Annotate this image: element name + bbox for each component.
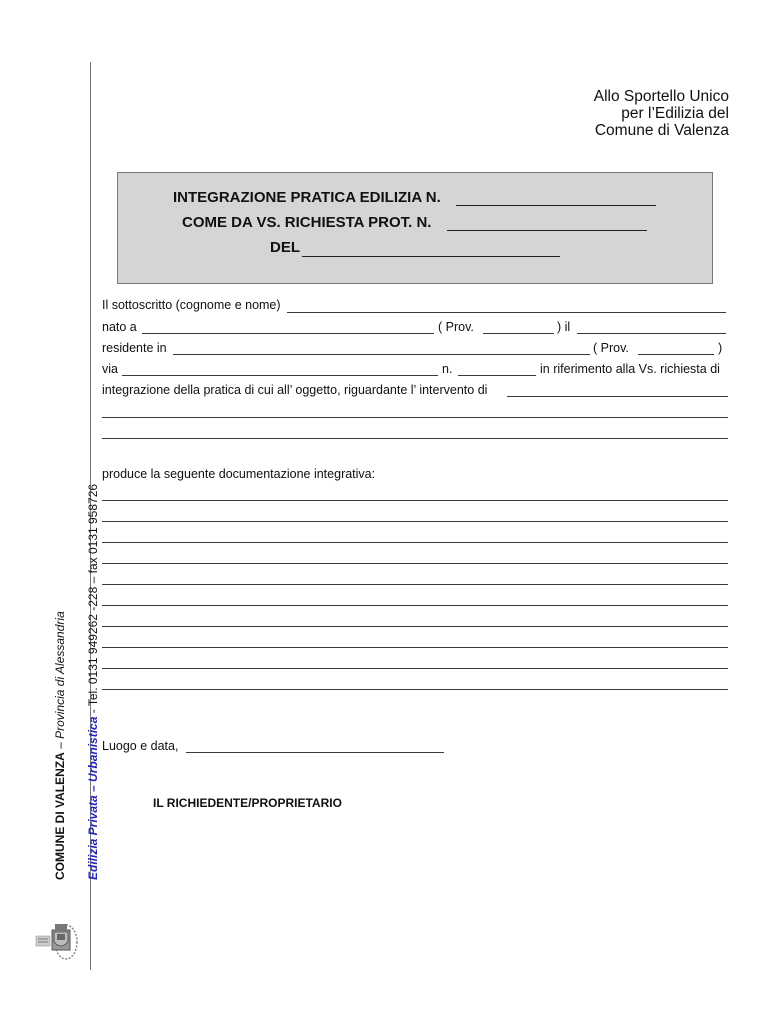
documentation-line-9[interactable] — [102, 668, 728, 669]
documentation-line-1[interactable] — [102, 500, 728, 501]
birthdate-field[interactable] — [577, 333, 726, 334]
province-name: Provincia di Alessandria — [53, 611, 67, 739]
applicant-name-field[interactable] — [287, 312, 726, 313]
street-number-label: n. — [442, 362, 453, 376]
residence-label: residente in — [102, 341, 167, 355]
recipient-line-3: Comune di Valenza — [594, 122, 729, 139]
place-date-label: Luogo e data, — [102, 739, 179, 753]
birth-province-field[interactable] — [483, 333, 554, 334]
birthplace-label: nato a — [102, 320, 137, 334]
recipient-line-1: Allo Sportello Unico — [593, 88, 729, 105]
street-label: via — [102, 362, 118, 376]
intervention-label: integrazione della pratica di cui all’ oggetto, riguardante l’ intervento di — [102, 383, 488, 397]
residence-province-field[interactable] — [638, 354, 714, 355]
birth-province-label: ( Prov. — [438, 320, 474, 334]
letterhead-dash: – — [53, 738, 67, 753]
date-label: DEL — [270, 239, 300, 256]
department-name: Edilizia Privata – Urbanistica — [86, 716, 100, 880]
documentation-line-6[interactable] — [102, 605, 728, 606]
practice-number-field[interactable] — [456, 205, 656, 206]
residence-province-label: ( Prov. — [593, 341, 629, 355]
protocol-number-label: COME DA VS. RICHIESTA PROT. N. — [182, 214, 432, 231]
documentation-line-3[interactable] — [102, 542, 728, 543]
place-date-field[interactable] — [186, 752, 444, 753]
intervention-field-line-3[interactable] — [102, 438, 728, 439]
documentation-line-7[interactable] — [102, 626, 728, 627]
date-field[interactable] — [302, 256, 560, 257]
documentation-line-4[interactable] — [102, 563, 728, 564]
letterhead-municipality — [53, 560, 67, 880]
documentation-line-10[interactable] — [102, 689, 728, 690]
municipality-name: COMUNE DI VALENZA — [53, 752, 67, 880]
street-number-field[interactable] — [458, 375, 536, 376]
intervention-field[interactable] — [507, 396, 728, 397]
street-field[interactable] — [122, 375, 438, 376]
documentation-line-8[interactable] — [102, 647, 728, 648]
coat-of-arms-logo — [32, 922, 80, 962]
reference-text: in riferimento alla Vs. richiesta di — [540, 362, 720, 376]
birthdate-label: ) il — [557, 320, 571, 334]
contact-numbers: - Tel. 0131 949262 -228 – fax 0131 958726 — [86, 483, 100, 717]
residence-field[interactable] — [173, 354, 590, 355]
applicant-name-label: Il sottoscritto (cognome e nome) — [102, 298, 281, 312]
recipient-address — [594, 88, 729, 139]
documentation-label: produce la seguente documentazione integrativa: — [102, 467, 376, 481]
letterhead-department — [86, 483, 100, 880]
recipient-line-2: per l’Edilizia del — [621, 105, 729, 122]
signatory-label: IL RICHIEDENTE/PROPRIETARIO — [153, 796, 342, 810]
documentation-line-2[interactable] — [102, 521, 728, 522]
intervention-field-line-2[interactable] — [102, 417, 728, 418]
practice-number-label: INTEGRAZIONE PRATICA EDILIZIA N. — [173, 189, 441, 206]
protocol-number-field[interactable] — [447, 230, 647, 231]
documentation-line-5[interactable] — [102, 584, 728, 585]
residence-province-close: ) — [718, 341, 723, 355]
birthplace-field[interactable] — [142, 333, 434, 334]
